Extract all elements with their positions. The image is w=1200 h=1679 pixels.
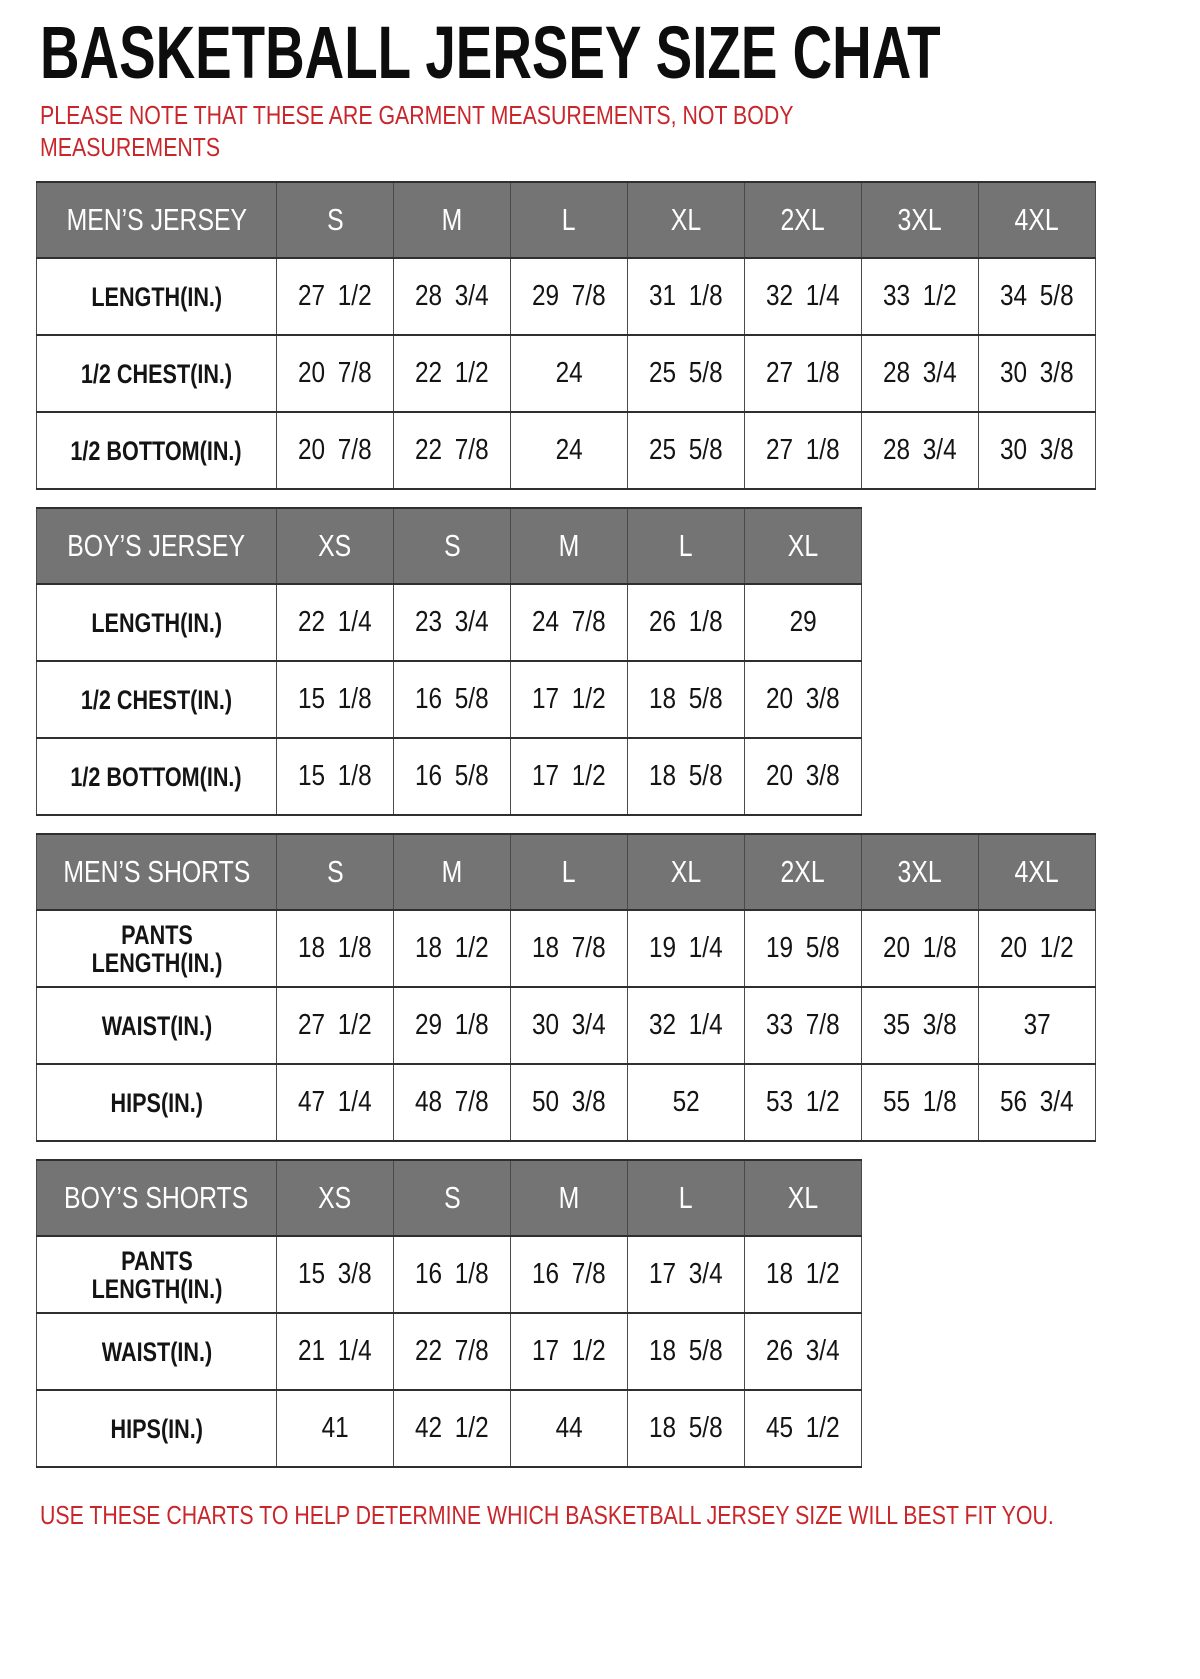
size-value: 30 3/8	[979, 412, 1096, 489]
size-value: 18 1/2	[394, 910, 511, 987]
size-value: 27 1/8	[745, 335, 862, 412]
row-label: 1/2 BOTTOM(IN.)	[37, 412, 277, 489]
size-value: 55 1/8	[862, 1064, 979, 1141]
size-value: 16 5/8	[394, 738, 511, 815]
column-header-xs: XS	[277, 508, 394, 584]
row-label: LENGTH(IN.)	[37, 584, 277, 661]
row-label: 1/2 CHEST(IN.)	[37, 661, 277, 738]
table-boys-jersey	[36, 507, 862, 816]
table-row	[37, 335, 1096, 412]
table-label-boys-jersey: BOY’S JERSEY	[37, 508, 277, 584]
size-value: 15 3/8	[277, 1236, 394, 1313]
size-value: 50 3/8	[511, 1064, 628, 1141]
size-value: 20 1/2	[979, 910, 1096, 987]
table-mens-jersey	[36, 181, 1096, 490]
row-label: WAIST(IN.)	[37, 1313, 277, 1390]
row-label: HIPS(IN.)	[37, 1064, 277, 1141]
size-value: 19 5/8	[745, 910, 862, 987]
table-row	[37, 1236, 862, 1313]
column-header-xl: XL	[745, 508, 862, 584]
size-value: 15 1/8	[277, 738, 394, 815]
size-value: 27 1/8	[745, 412, 862, 489]
row-label: WAIST(IN.)	[37, 987, 277, 1064]
fit-advice-note-text: USE THESE CHARTS TO HELP DETERMINE WHICH BASKETBALL JERSEY SIZE WILL BEST FIT YOU.	[40, 1500, 1054, 1531]
page-title	[40, 11, 1200, 94]
column-header-s: S	[394, 1160, 511, 1236]
column-header-xs: XS	[277, 1160, 394, 1236]
size-value: 18 5/8	[628, 1313, 745, 1390]
row-label: PANTS LENGTH(IN.)	[37, 1236, 277, 1313]
size-value: 20 1/8	[862, 910, 979, 987]
column-header-m: M	[394, 182, 511, 258]
size-value: 52	[628, 1064, 745, 1141]
size-value: 22 7/8	[394, 412, 511, 489]
size-value: 53 1/2	[745, 1064, 862, 1141]
column-header-xl: XL	[745, 1160, 862, 1236]
column-header-3xl: 3XL	[862, 834, 979, 910]
row-label: HIPS(IN.)	[37, 1390, 277, 1467]
row-label: PANTS LENGTH(IN.)	[37, 910, 277, 987]
size-value: 16 7/8	[511, 1236, 628, 1313]
table-row	[37, 661, 862, 738]
size-value: 29 7/8	[511, 258, 628, 335]
garment-measurement-note-text: PLEASE NOTE THAT THESE ARE GARMENT MEASUREMENTS, NOT BODY MEASUREMENTS	[40, 100, 794, 162]
size-value: 22 1/4	[277, 584, 394, 661]
row-label: LENGTH(IN.)	[37, 258, 277, 335]
table-label-mens-shorts: MEN’S SHORTS	[37, 834, 277, 910]
column-header-4xl: 4XL	[979, 182, 1096, 258]
size-value: 17 1/2	[511, 738, 628, 815]
fit-advice-note	[40, 1500, 1200, 1532]
size-value: 45 1/2	[745, 1390, 862, 1467]
column-header-l: L	[511, 834, 628, 910]
column-header-4xl: 4XL	[979, 834, 1096, 910]
size-value: 44	[511, 1390, 628, 1467]
table-row	[37, 258, 1096, 335]
size-value: 20 7/8	[277, 335, 394, 412]
size-value: 24 7/8	[511, 584, 628, 661]
size-value: 24	[511, 412, 628, 489]
header-row-mens-shorts	[37, 834, 1096, 910]
header-row-boys-shorts	[37, 1160, 862, 1236]
size-value: 17 3/4	[628, 1236, 745, 1313]
size-value: 24	[511, 335, 628, 412]
size-value: 18 5/8	[628, 738, 745, 815]
row-label: 1/2 BOTTOM(IN.)	[37, 738, 277, 815]
size-value: 25 5/8	[628, 412, 745, 489]
size-value: 18 1/2	[745, 1236, 862, 1313]
size-value: 23 3/4	[394, 584, 511, 661]
table-row	[37, 584, 862, 661]
size-value: 33 1/2	[862, 258, 979, 335]
size-value: 18 5/8	[628, 1390, 745, 1467]
size-value: 33 7/8	[745, 987, 862, 1064]
garment-measurement-note	[40, 100, 1200, 163]
table-mens-shorts	[36, 833, 1096, 1142]
size-value: 34 5/8	[979, 258, 1096, 335]
column-header-l: L	[628, 508, 745, 584]
size-value: 32 1/4	[628, 987, 745, 1064]
size-value: 47 1/4	[277, 1064, 394, 1141]
size-value: 17 1/2	[511, 661, 628, 738]
size-value: 18 7/8	[511, 910, 628, 987]
size-value: 28 3/4	[862, 412, 979, 489]
size-value: 16 1/8	[394, 1236, 511, 1313]
size-value: 27 1/2	[277, 258, 394, 335]
size-value: 17 1/2	[511, 1313, 628, 1390]
table-row	[37, 1064, 1096, 1141]
column-header-l: L	[511, 182, 628, 258]
column-header-s: S	[277, 182, 394, 258]
size-value: 37	[979, 987, 1096, 1064]
size-value: 21 1/4	[277, 1313, 394, 1390]
column-header-2xl: 2XL	[745, 834, 862, 910]
table-row	[37, 910, 1096, 987]
table-row	[37, 987, 1096, 1064]
table-boys-shorts	[36, 1159, 862, 1468]
header-row-boys-jersey	[37, 508, 862, 584]
size-value: 18 5/8	[628, 661, 745, 738]
size-tables	[36, 181, 1200, 1468]
size-value: 28 3/4	[862, 335, 979, 412]
column-header-xl: XL	[628, 834, 745, 910]
size-value: 22 1/2	[394, 335, 511, 412]
size-value: 48 7/8	[394, 1064, 511, 1141]
size-value: 22 7/8	[394, 1313, 511, 1390]
column-header-l: L	[628, 1160, 745, 1236]
size-value: 15 1/8	[277, 661, 394, 738]
size-value: 26 3/4	[745, 1313, 862, 1390]
column-header-3xl: 3XL	[862, 182, 979, 258]
table-label-mens-jersey: MEN’S JERSEY	[37, 182, 277, 258]
size-value: 20 3/8	[745, 661, 862, 738]
size-value: 32 1/4	[745, 258, 862, 335]
size-value: 20 3/8	[745, 738, 862, 815]
size-value: 35 3/8	[862, 987, 979, 1064]
size-value: 41	[277, 1390, 394, 1467]
size-value: 28 3/4	[394, 258, 511, 335]
column-header-xl: XL	[628, 182, 745, 258]
table-row	[37, 738, 862, 815]
column-header-m: M	[511, 508, 628, 584]
column-header-s: S	[394, 508, 511, 584]
size-value: 29 1/8	[394, 987, 511, 1064]
table-row	[37, 1313, 862, 1390]
table-label-boys-shorts: BOY’S SHORTS	[37, 1160, 277, 1236]
size-value: 56 3/4	[979, 1064, 1096, 1141]
header-row-mens-jersey	[37, 182, 1096, 258]
size-value: 30 3/4	[511, 987, 628, 1064]
table-row	[37, 1390, 862, 1467]
column-header-m: M	[511, 1160, 628, 1236]
size-value: 20 7/8	[277, 412, 394, 489]
size-value: 19 1/4	[628, 910, 745, 987]
size-value: 29	[745, 584, 862, 661]
row-label: 1/2 CHEST(IN.)	[37, 335, 277, 412]
column-header-2xl: 2XL	[745, 182, 862, 258]
size-value: 26 1/8	[628, 584, 745, 661]
size-value: 18 1/8	[277, 910, 394, 987]
size-value: 25 5/8	[628, 335, 745, 412]
column-header-s: S	[277, 834, 394, 910]
size-value: 16 5/8	[394, 661, 511, 738]
page-title-text: BASKETBALL JERSEY SIZE CHAT	[40, 11, 941, 94]
column-header-m: M	[394, 834, 511, 910]
table-row	[37, 412, 1096, 489]
size-value: 31 1/8	[628, 258, 745, 335]
size-value: 30 3/8	[979, 335, 1096, 412]
size-value: 27 1/2	[277, 987, 394, 1064]
size-value: 42 1/2	[394, 1390, 511, 1467]
